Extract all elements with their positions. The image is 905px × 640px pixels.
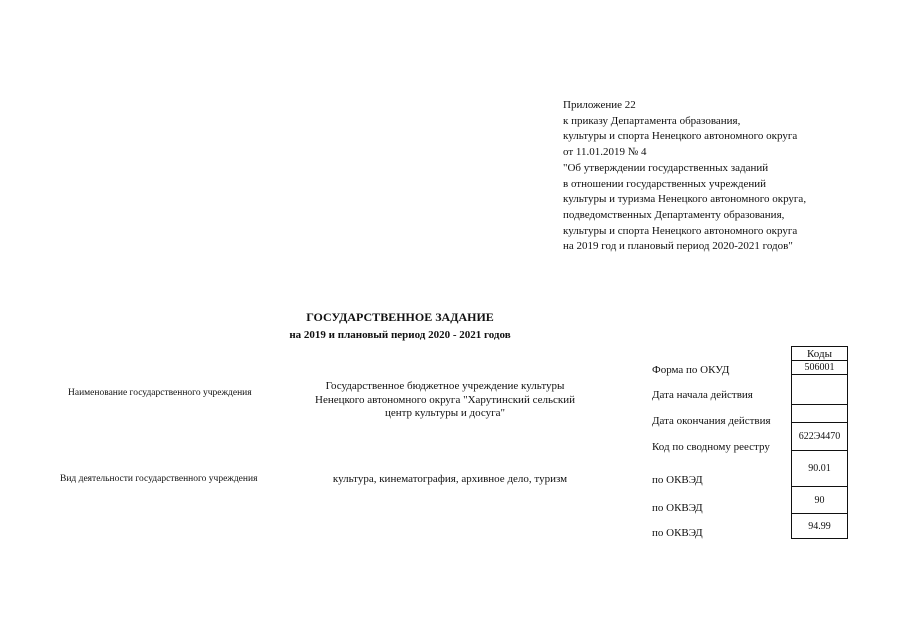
table-row [792, 361, 848, 375]
code-value-okud: 506001 [792, 361, 848, 375]
activity-value: культура, кинематография, архивное дело, туризм [332, 473, 568, 485]
appendix-line: Приложение 22 [563, 99, 636, 111]
code-label-okud: Форма по ОКУД [652, 364, 730, 376]
table-row [792, 347, 848, 361]
appendix-line: к приказу Департамента образования, [563, 114, 741, 127]
codes-header: Коды [792, 347, 848, 361]
code-value-start-date [792, 375, 848, 405]
activity-label: Вид деятельности государственного учреждения [60, 474, 258, 484]
code-label-okved: по ОКВЭД [652, 527, 703, 539]
code-label-start-date: Дата начала действия [652, 389, 753, 401]
table-row [792, 487, 848, 514]
code-value-okved: 90.01 [792, 451, 848, 487]
appendix-line: культуры и спорта Ненецкого автономного округа [563, 224, 798, 237]
institution-value-line: Государственное бюджетное учреждение культуры [325, 380, 565, 392]
table-row [792, 375, 848, 405]
appendix-line: в отношении государственных учреждений [563, 177, 767, 190]
code-label-registry: Код по сводному реестру [652, 441, 770, 453]
code-value-okved: 90 [792, 487, 848, 514]
table-row [792, 514, 848, 539]
codes-table [791, 346, 848, 539]
table-row [792, 451, 848, 487]
appendix-block [563, 98, 893, 255]
code-value-okved: 94.99 [792, 514, 848, 539]
code-label-end-date: Дата окончания действия [652, 415, 771, 427]
code-label-okved: по ОКВЭД [652, 502, 703, 514]
appendix-line: на 2019 год и плановый период 2020-2021 годов" [563, 240, 793, 253]
institution-value-line: центр культуры и досуга" [384, 407, 506, 419]
appendix-line: от 11.01.2019 № 4 [563, 146, 647, 159]
code-value-end-date [792, 405, 848, 423]
table-row [792, 405, 848, 423]
code-value-registry: 622Э4470 [792, 423, 848, 451]
table-row [792, 423, 848, 451]
appendix-line: культуры и туризма Ненецкого автономного округа, [563, 193, 807, 206]
code-label-okved: по ОКВЭД [652, 474, 703, 486]
document-subtitle: на 2019 и плановый период 2020 - 2021 годов [289, 329, 511, 341]
appendix-line: культуры и спорта Ненецкого автономного округа [563, 130, 798, 143]
appendix-line: "Об утверждении государственных заданий [563, 161, 769, 174]
appendix-line: подведомственных Департаменту образования, [563, 208, 785, 221]
document-title: ГОСУДАРСТВЕННОЕ ЗАДАНИЕ [306, 310, 494, 324]
institution-value [290, 380, 600, 421]
institution-label: Наименование государственного учреждения [68, 388, 252, 398]
institution-value-line: Ненецкого автономного округа "Харутинский сельский [315, 393, 575, 406]
